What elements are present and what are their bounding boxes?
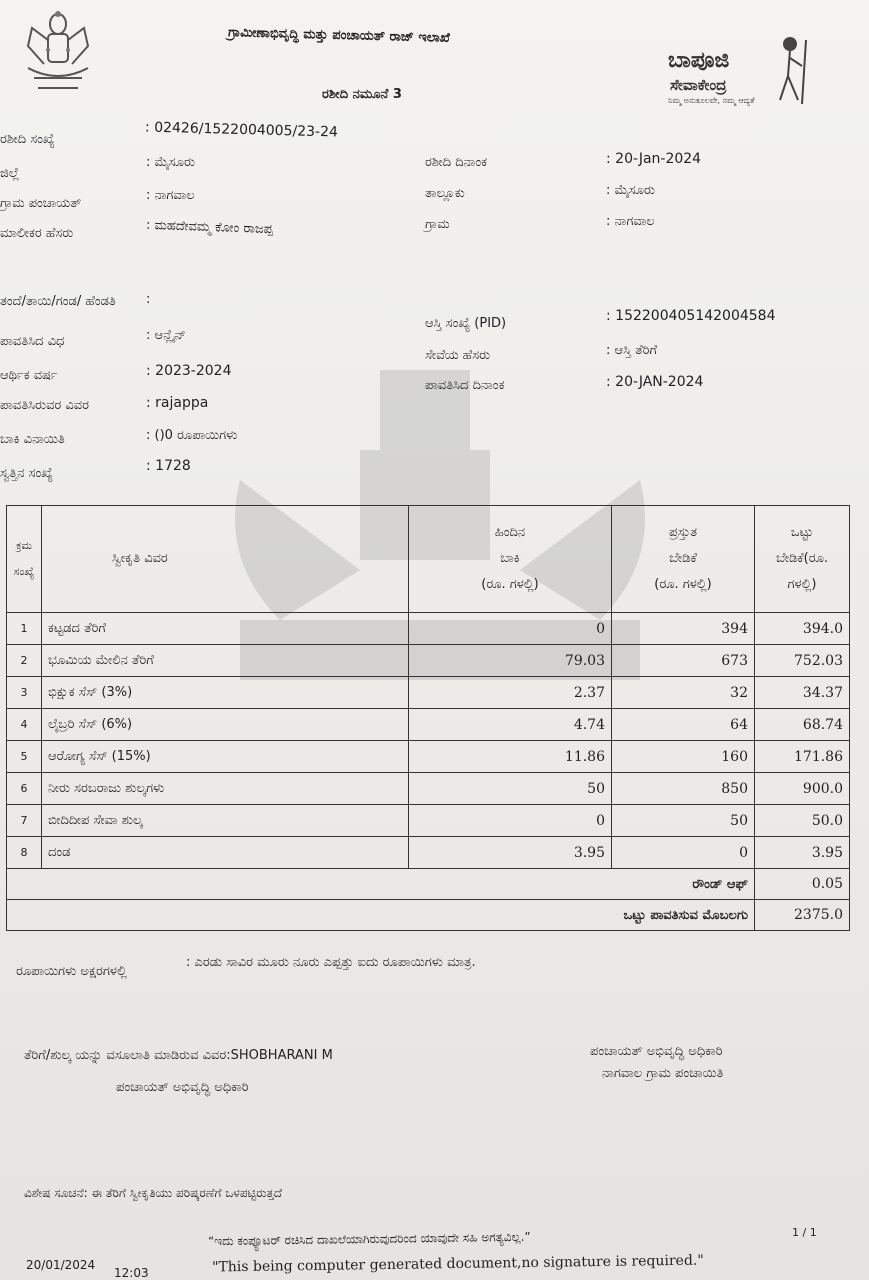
table-row: [7, 677, 850, 709]
print-date: 20/01/2024: [26, 1258, 96, 1272]
row-desc: ದಂಡ: [42, 837, 409, 869]
logo-tagline: ನಿಮ್ಮ ಅನುಕೂಲವೇ, ನಮ್ಮ ಆದ್ಯತೆ: [668, 96, 755, 105]
receipt-date-label: ರಶೀದಿ ದಿನಾಂಕ: [425, 155, 488, 170]
officer-office: ನಾಗವಾಲ ಗ್ರಾಮ ಪಂಚಾಯಿತಿ: [602, 1066, 724, 1081]
special-note: ವಿಶೇಷ ಸೂಚನೆ: ಈ ತೆರಿಗೆ ಸ್ವೀಕೃತಿಯು ಪರಿಷ್ಕರಣೆಗೆ ಒಳಪಟ್ಟಿರುತ್ತದೆ: [24, 1186, 282, 1200]
row-desc: ಲೈಬ್ರರಿ ಸೆಸ್ (6%): [42, 709, 409, 741]
header-sn: ಕ್ರಮ ಸಂಖ್ಯೆ: [7, 506, 42, 613]
row-total: 50.0: [755, 805, 850, 837]
row-desc: ಆರೋಗ್ಯ ಸೆಸ್ (15%): [42, 741, 409, 773]
row-sn: 1: [7, 613, 42, 645]
property-no-value: : 1728: [146, 458, 191, 474]
payment-date-label: ಪಾವತಿಸಿದ ದಿನಾಂಕ: [425, 378, 505, 393]
row-total: 394.0: [755, 613, 850, 645]
payer-label: ಪಾವತಿಸಿರುವರ ವಿವರ: [0, 398, 90, 413]
pid-label: ಆಸ್ತಿ ಸಂಖ್ಯೆ (PID): [425, 316, 507, 331]
district-value: : ಮೈಸೂರು: [146, 155, 195, 170]
row-curr: 50: [612, 805, 755, 837]
service-label: ಸೇವೆಯ ಹೆಸರು: [425, 348, 491, 363]
pid-value: : 152200405142004584: [606, 308, 776, 324]
row-desc: ನೀರು ಸರಬರಾಜು ಶುಲ್ಕಗಳು: [42, 773, 409, 805]
row-desc: ಕಟ್ಟಡದ ತೆರಿಗೆ: [42, 613, 409, 645]
row-sn: 4: [7, 709, 42, 741]
taluk-value: : ಮೈಸೂರು: [606, 183, 655, 198]
owner-name-value: : ಮಹದೇವಮ್ಮ ಕೋಂ ರಾಜಪ್ಪ: [145, 217, 274, 238]
property-no-label: ಸ್ವತ್ತಿನ ಸಂಖ್ಯೆ: [0, 466, 54, 481]
amount-words-value: : ಎರಡು ಸಾವಿರ ಮೂರು ನೂರು ಎಪ್ಪತ್ತು ಐದು ರೂಪಾಯಿಗಳು ಮಾತ್ರ.: [186, 955, 476, 970]
row-sn: 7: [7, 805, 42, 837]
row-prev: 2.37: [409, 677, 612, 709]
page-number: 1 / 1: [792, 1226, 817, 1239]
payment-date-value: : 20-JAN-2024: [606, 374, 704, 390]
row-total: 752.03: [755, 645, 850, 677]
table-row: [7, 613, 850, 645]
row-sn: 3: [7, 677, 42, 709]
collector-details: ತೆರಿಗೆ/ಶುಲ್ಕ ಯನ್ನು ವಸೂಲಾತಿ ಮಾಡಿರುವ ವಿವರ:SHOBHARANI M: [24, 1048, 333, 1063]
table-header-row: [7, 506, 850, 613]
row-total: 171.86: [755, 741, 850, 773]
row-curr: 673: [612, 645, 755, 677]
logo-name: ಬಾಪೂಜಿ: [668, 48, 730, 73]
receipt-date-value: : 20-Jan-2024: [606, 151, 702, 167]
footer-kannada: “ಇದು ಕಂಪ್ಯೂಟರ್ ರಚಿಸಿದ ದಾಖಲೆಯಾಗಿರುವುದರಿಂದ ಯಾವುದೇ ಸಹಿ ಅಗತ್ಯವಿಲ್ಲ.”: [207, 1229, 531, 1249]
village-value: : ನಾಗವಾಲ: [606, 214, 655, 229]
row-total: 34.37: [755, 677, 850, 709]
row-sn: 6: [7, 773, 42, 805]
grand-total-value: 2375.0: [755, 900, 850, 931]
row-desc: ಭೂಮಿಯ ಮೇಲಿನ ತೆರಿಗೆ: [42, 645, 409, 677]
table-row: [7, 741, 850, 773]
exemption-label: ಬಾಕಿ ವಿನಾಯಿತಿ: [0, 432, 65, 447]
row-desc: ಬೀದಿದೀಪ ಸೇವಾ ಶುಲ್ಕ: [42, 805, 409, 837]
payment-mode-label: ಪಾವತಿಸಿದ ವಿಧ: [0, 334, 65, 349]
row-curr: 160: [612, 741, 755, 773]
header-current-demand: ಪ್ರಸ್ತುತ ಬೇಡಿಕೆ (ರೂ. ಗಳಲ್ಲಿ): [612, 506, 755, 613]
village-label: ಗ್ರಾಮ: [425, 217, 450, 232]
round-off-label: ರೌಂಡ್ ಆಫ್: [7, 869, 755, 900]
row-sn: 5: [7, 741, 42, 773]
amount-words-label: ರೂಪಾಯಿಗಳು ಅಕ್ಷರಗಳಲ್ಲಿ: [16, 964, 127, 979]
district-label: ಜಿಲ್ಲೆ: [0, 166, 20, 181]
row-desc: ಭಿಕ್ಷುಕ ಸೆಸ್ (3%): [42, 677, 409, 709]
row-prev: 3.95: [409, 837, 612, 869]
row-curr: 64: [612, 709, 755, 741]
receipt-table: [6, 505, 850, 931]
receipt-no-label: ರಶೀದಿ ಸಂಖ್ಯೆ: [0, 132, 55, 147]
row-curr: 32: [612, 677, 755, 709]
owner-name-label: ಮಾಲೀಕರ ಹೆಸರು: [0, 226, 74, 241]
footer-english: "This being computer generated document,no signature is required.": [211, 1252, 704, 1276]
grand-total-row: [7, 900, 850, 931]
state-emblem-icon: [18, 6, 98, 101]
row-total: 900.0: [755, 773, 850, 805]
relative-value: :: [146, 292, 151, 307]
row-prev: 4.74: [409, 709, 612, 741]
payer-value: : rajappa: [146, 395, 209, 411]
table-row: [7, 645, 850, 677]
panchayat-value: : ನಾಗವಾಲ: [146, 188, 195, 203]
header-description: ಸ್ವೀಕೃತಿ ವಿವರ: [42, 506, 409, 613]
row-curr: 850: [612, 773, 755, 805]
row-total: 3.95: [755, 837, 850, 869]
panchayat-label: ಗ್ರಾಮ ಪಂಚಾಯತ್: [0, 196, 82, 211]
collector-designation: ಪಂಚಾಯತ್ ಅಭಿವೃದ್ಧಿ ಅಧಿಕಾರಿ: [116, 1080, 249, 1095]
row-sn: 2: [7, 645, 42, 677]
table-row: [7, 709, 850, 741]
relative-label: ತಂದೆ/ತಾಯಿ/ಗಂಡ/ ಹೆಂಡತಿ: [0, 294, 116, 309]
row-prev: 0: [409, 613, 612, 645]
receipt-no-value: : 02426/1522004005/23-24: [144, 119, 339, 141]
exemption-value: : ()0 ರೂಪಾಯಿಗಳು: [146, 428, 238, 443]
header-total-demand: ಒಟ್ಟು ಬೇಡಿಕೆ(ರೂ. ಗಳಲ್ಲಿ): [755, 506, 850, 613]
row-total: 68.74: [755, 709, 850, 741]
financial-year-label: ಆರ್ಥಿಕ ವರ್ಷ: [0, 368, 58, 383]
table-row: [7, 837, 850, 869]
print-time: 12:03: [114, 1266, 149, 1280]
header-previous-arrears: ಹಿಂದಿನ ಬಾಕಿ (ರೂ. ಗಳಲ್ಲಿ): [409, 506, 612, 613]
logo-sub: ಸೇವಾಕೇಂದ್ರ: [670, 76, 727, 94]
row-prev: 50: [409, 773, 612, 805]
row-prev: 11.86: [409, 741, 612, 773]
service-value: : ಆಸ್ತಿ ತೆರಿಗೆ: [606, 343, 658, 358]
row-prev: 0: [409, 805, 612, 837]
table-row: [7, 773, 850, 805]
row-sn: 8: [7, 837, 42, 869]
row-curr: 394: [612, 613, 755, 645]
form-title: ರಶೀದಿ ನಮೂನೆ 3: [322, 87, 402, 102]
department-title: ಗ್ರಾಮೀಣಾಭಿವೃದ್ಧಿ ಮತ್ತು ಪಂಚಾಯತ್ ರಾಜ್ ಇಲಾಖೆ: [227, 25, 450, 46]
payment-mode-value: : ಆನ್ಲೈನ್: [146, 328, 187, 343]
financial-year-value: : 2023-2024: [146, 363, 232, 379]
row-prev: 79.03: [409, 645, 612, 677]
table-row: [7, 805, 850, 837]
round-off-value: 0.05: [755, 869, 850, 900]
gandhi-walking-icon: [772, 36, 812, 106]
row-curr: 0: [612, 837, 755, 869]
taluk-label: ತಾಲ್ಲೂಕು: [425, 186, 465, 201]
officer-title: ಪಂಚಾಯತ್ ಅಭಿವೃದ್ಧಿ ಅಧಿಕಾರಿ: [590, 1044, 723, 1059]
round-off-row: [7, 869, 850, 900]
grand-total-label: ಒಟ್ಟು ಪಾವತಿಸುವ ಮೊಬಲಗು: [7, 900, 755, 931]
